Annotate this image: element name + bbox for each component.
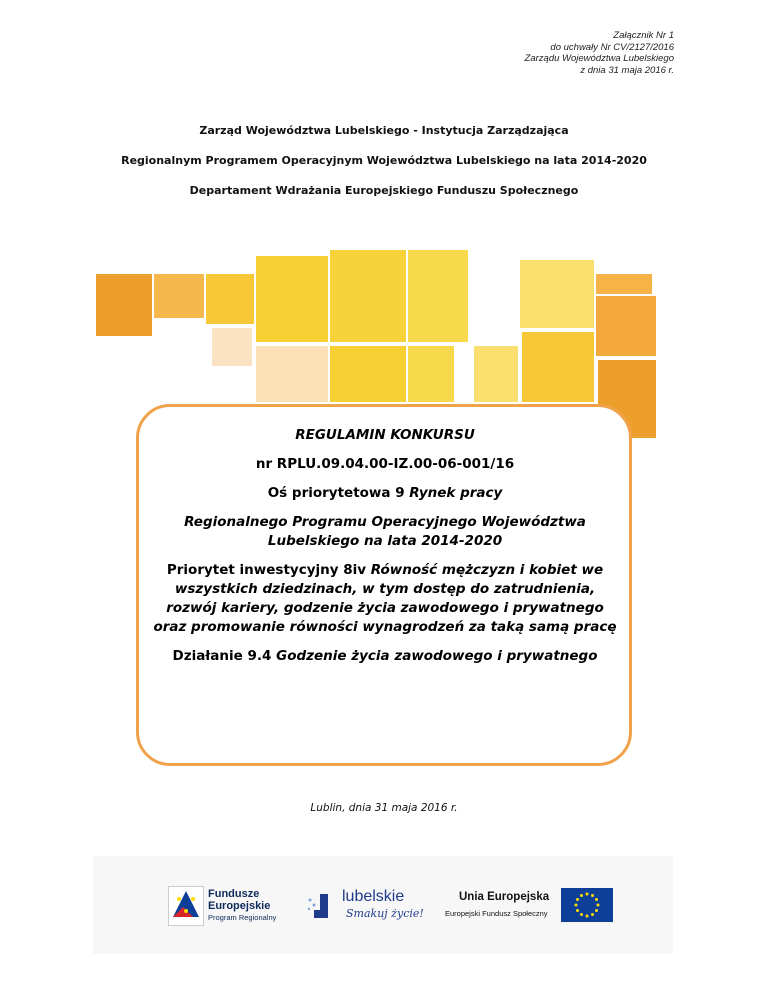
square-5 — [330, 250, 406, 342]
title-block — [150, 426, 620, 676]
fe-name: Fundusze Europejskie — [208, 888, 271, 912]
square-6 — [408, 250, 468, 342]
square-13 — [408, 346, 454, 402]
square-2 — [154, 274, 204, 318]
square-1 — [96, 274, 152, 336]
square-7 — [520, 260, 594, 328]
title-number: nr RPLU.09.04.00-IZ.00-06-001/16 — [255, 456, 515, 472]
title-regulamin: REGULAMIN KONKURSU — [295, 427, 475, 443]
fe-flag-icon — [168, 886, 204, 926]
title-action: Działanie 9.4 Godzenie życia zawodowego i prywatnego — [172, 648, 598, 664]
unia-europejska-logo — [445, 888, 615, 924]
title-program: Regionalnego Programu Operacyjnego Województwa Lubelskiego na lata 2014-2020 — [184, 514, 586, 549]
eu-flag-icon — [561, 888, 613, 922]
header-line-2: Regionalnym Programem Operacyjnym Województwa Lubelskiego na lata 2014-2020 — [121, 154, 647, 167]
lubelskie-name: lubelskie — [342, 888, 405, 905]
square-12 — [330, 346, 406, 402]
square-16 — [474, 346, 518, 402]
square-9 — [596, 296, 656, 356]
square-14 — [522, 332, 594, 402]
header-line-1: Zarząd Województwa Lubelskiego - Instytucja Zarządzająca — [199, 124, 569, 137]
square-4 — [256, 256, 328, 342]
institution-header — [0, 124, 768, 214]
title-axis: Oś priorytetowa 9 Rynek pracy — [267, 485, 503, 501]
square-10 — [212, 328, 252, 366]
lubelskie-logo — [306, 886, 426, 926]
square-11 — [256, 346, 328, 402]
annex-line-2: do uchwały Nr CV/2127/2016 — [550, 41, 674, 53]
fe-program: Program Regionalny — [208, 913, 277, 922]
ue-name: Unia Europejska — [459, 891, 550, 903]
annex-line-4: z dnia 31 maja 2016 r. — [580, 64, 674, 76]
square-8 — [596, 274, 652, 294]
square-3 — [206, 274, 254, 324]
lubelskie-mark-icon — [306, 892, 338, 922]
place-date: Lublin, dnia 31 maja 2016 r. — [310, 802, 458, 814]
title-priority: Priorytet inwestycyjny 8iv Równość mężczyzn i kobiet we wszystkich dziedzinach, w tym dostęp do zatrudnienia, rozwój kariery, godzenie życia zawodowego i prywatnego oraz promowanie równości wynagrodzeń za taką samą pracę — [153, 562, 617, 635]
logo-bar — [93, 856, 673, 954]
annex-line-1: Załącznik Nr 1 — [613, 30, 674, 41]
lubelskie-slogan: Smakuj życie! — [346, 907, 424, 920]
ue-fund: Europejski Fundusz Społeczny — [445, 909, 548, 918]
annex-note — [454, 30, 674, 76]
annex-line-3: Zarządu Województwa Lubelskiego — [524, 53, 674, 64]
fundusze-europejskie-logo — [168, 886, 308, 926]
header-line-3: Departament Wdrażania Europejskiego Funduszu Społecznego — [189, 184, 579, 197]
